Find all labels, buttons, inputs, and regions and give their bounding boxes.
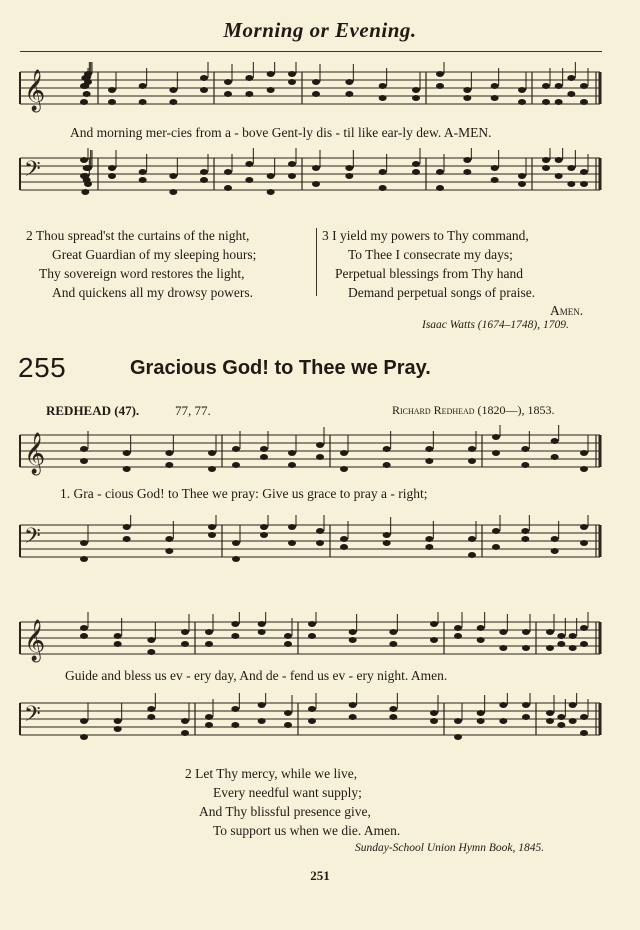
note-head bbox=[463, 157, 471, 163]
note-head bbox=[569, 718, 577, 724]
composer-credit: Richard Redhead (1820—), 1853. bbox=[392, 403, 555, 417]
note-head bbox=[567, 181, 575, 187]
note-head bbox=[312, 181, 320, 187]
note-head bbox=[567, 91, 575, 97]
note-head bbox=[412, 95, 420, 101]
bass-clef: 𝄢 bbox=[24, 524, 41, 554]
note-head bbox=[80, 540, 88, 546]
note-head bbox=[436, 169, 444, 175]
note-head bbox=[555, 157, 563, 163]
lyric-line-2: Guide and bless us ev - ery day, And de - fend us ev - ery night. Amen. bbox=[65, 668, 448, 683]
note-head bbox=[569, 645, 577, 651]
note-head bbox=[580, 714, 588, 720]
note-head bbox=[231, 706, 239, 712]
note-head bbox=[83, 91, 91, 97]
note-head bbox=[260, 454, 268, 460]
note-head bbox=[267, 173, 275, 179]
note-head bbox=[340, 544, 348, 550]
note-head bbox=[208, 524, 216, 530]
note-head bbox=[165, 450, 173, 456]
note-head bbox=[491, 83, 499, 89]
note-head bbox=[139, 83, 147, 89]
note-head bbox=[383, 540, 391, 546]
note-head bbox=[267, 189, 275, 195]
note-head bbox=[569, 633, 577, 639]
note-head bbox=[284, 722, 292, 728]
note-head bbox=[454, 718, 462, 724]
note-head bbox=[232, 540, 240, 546]
note-head bbox=[200, 75, 208, 81]
note-head bbox=[84, 181, 92, 187]
note-head bbox=[580, 83, 588, 89]
note-head bbox=[580, 730, 588, 736]
note-head bbox=[522, 702, 530, 708]
note-head bbox=[181, 730, 189, 736]
verse-line: Great Guardian of my sleeping hours; bbox=[52, 247, 257, 262]
note-head bbox=[267, 71, 275, 77]
note-head bbox=[224, 79, 232, 85]
note-head bbox=[580, 625, 588, 631]
note-head bbox=[468, 536, 476, 542]
note-head bbox=[477, 625, 485, 631]
verse-line: Perpetual blessings from Thy hand bbox=[335, 266, 523, 281]
note-head bbox=[425, 544, 433, 550]
note-head bbox=[477, 710, 485, 716]
note-head bbox=[454, 625, 462, 631]
music-system-2-treble bbox=[0, 425, 640, 485]
note-head bbox=[580, 181, 588, 187]
note-head bbox=[232, 462, 240, 468]
note-head bbox=[349, 702, 357, 708]
note-head bbox=[542, 157, 550, 163]
note-head bbox=[463, 95, 471, 101]
note-head bbox=[492, 544, 500, 550]
note-head bbox=[245, 177, 253, 183]
lyric-line-1: 1. Gra - cious God! to Thee we pray: Give us grace to pray a - right; bbox=[60, 486, 428, 501]
note-head bbox=[492, 450, 500, 456]
note-head bbox=[165, 462, 173, 468]
note-head bbox=[80, 157, 88, 163]
verse-2-top bbox=[26, 226, 256, 302]
music-system-2-bass bbox=[0, 515, 640, 585]
note-head bbox=[205, 714, 213, 720]
note-head bbox=[491, 95, 499, 101]
note-head bbox=[521, 536, 529, 542]
note-head bbox=[81, 189, 89, 195]
note-head bbox=[425, 536, 433, 542]
note-head bbox=[546, 710, 554, 716]
note-head bbox=[200, 87, 208, 93]
lyric-line-top: And morning mer-cies from a - bove Gent-ly dis - til like ear-ly dew. A-MEN. bbox=[70, 125, 492, 140]
verse-line: Thy sovereign word restores the light, bbox=[39, 266, 245, 281]
note-head bbox=[551, 438, 559, 444]
note-head bbox=[454, 734, 462, 740]
verse-line: 2 Let Thy mercy, while we live, bbox=[185, 766, 358, 781]
note-head bbox=[260, 532, 268, 538]
note-head bbox=[80, 458, 88, 464]
note-head bbox=[232, 556, 240, 562]
note-head bbox=[463, 169, 471, 175]
note-head bbox=[463, 87, 471, 93]
note-head bbox=[232, 446, 240, 452]
note-head bbox=[412, 161, 420, 167]
note-head bbox=[389, 706, 397, 712]
note-head bbox=[436, 83, 444, 89]
treble-clef: 𝄞 bbox=[24, 70, 46, 111]
note-head bbox=[208, 466, 216, 472]
note-head bbox=[340, 466, 348, 472]
note-head bbox=[205, 722, 213, 728]
note-head bbox=[477, 637, 485, 643]
verse-line: And quickens all my drowsy powers. bbox=[52, 285, 253, 300]
note-head bbox=[316, 442, 324, 448]
note-head bbox=[316, 454, 324, 460]
verse-line: Demand perpetual songs of praise. bbox=[348, 285, 536, 300]
note-head bbox=[165, 536, 173, 542]
note-head bbox=[169, 189, 177, 195]
note-head bbox=[288, 71, 296, 77]
note-head bbox=[567, 165, 575, 171]
note-head bbox=[340, 450, 348, 456]
amen-text: Amen. bbox=[550, 303, 584, 318]
note-head bbox=[123, 524, 131, 530]
bass-clef: 𝄢 bbox=[24, 702, 41, 732]
note-head bbox=[231, 621, 239, 627]
note-head bbox=[430, 718, 438, 724]
note-head bbox=[260, 524, 268, 530]
note-head bbox=[181, 718, 189, 724]
note-head bbox=[518, 181, 526, 187]
note-head bbox=[181, 641, 189, 647]
note-head bbox=[114, 633, 122, 639]
note-head bbox=[316, 528, 324, 534]
tune-name: REDHEAD (47). bbox=[46, 403, 140, 418]
music-system-3-treble bbox=[0, 612, 640, 670]
note-head bbox=[379, 95, 387, 101]
note-head bbox=[288, 450, 296, 456]
note-head bbox=[340, 536, 348, 542]
note-head bbox=[468, 552, 476, 558]
note-head bbox=[123, 536, 131, 542]
note-head bbox=[389, 641, 397, 647]
verse-line: 3 I yield my powers to Thy command, bbox=[322, 228, 529, 243]
verse-2-main bbox=[185, 764, 400, 840]
music-system-top-treble bbox=[0, 62, 640, 122]
note-head bbox=[521, 462, 529, 468]
note-head bbox=[80, 734, 88, 740]
note-head bbox=[114, 641, 122, 647]
note-head bbox=[551, 536, 559, 542]
treble-clef: 𝄞 bbox=[24, 433, 46, 474]
note-head bbox=[312, 79, 320, 85]
note-head bbox=[258, 718, 266, 724]
note-head bbox=[231, 722, 239, 728]
note-head bbox=[123, 466, 131, 472]
note-head bbox=[499, 702, 507, 708]
note-head bbox=[522, 629, 530, 635]
note-head bbox=[258, 702, 266, 708]
note-head bbox=[492, 528, 500, 534]
note-head bbox=[288, 462, 296, 468]
note-head bbox=[349, 637, 357, 643]
music-system-3-bass bbox=[0, 693, 640, 763]
note-head bbox=[288, 173, 296, 179]
music-system-top-bass bbox=[0, 148, 640, 208]
note-head bbox=[284, 633, 292, 639]
page-number: 251 bbox=[310, 868, 330, 883]
note-head bbox=[425, 446, 433, 452]
note-head bbox=[383, 532, 391, 538]
note-head bbox=[200, 169, 208, 175]
note-head bbox=[284, 641, 292, 647]
note-head bbox=[205, 629, 213, 635]
note-head bbox=[224, 169, 232, 175]
note-head bbox=[430, 710, 438, 716]
note-head bbox=[542, 83, 550, 89]
note-head bbox=[245, 91, 253, 97]
note-head bbox=[555, 99, 563, 105]
note-head bbox=[349, 629, 357, 635]
note-head bbox=[379, 169, 387, 175]
verse-line: Every needful want supply; bbox=[213, 785, 362, 800]
note-head bbox=[580, 169, 588, 175]
note-head bbox=[169, 87, 177, 93]
note-head bbox=[389, 629, 397, 635]
note-head bbox=[169, 173, 177, 179]
note-head bbox=[425, 458, 433, 464]
note-head bbox=[200, 177, 208, 183]
note-head bbox=[345, 91, 353, 97]
note-head bbox=[518, 173, 526, 179]
note-head bbox=[308, 621, 316, 627]
note-head bbox=[430, 637, 438, 643]
note-head bbox=[123, 450, 131, 456]
bass-clef: 𝄢 bbox=[24, 157, 41, 187]
header-rule bbox=[20, 51, 602, 52]
note-head bbox=[491, 165, 499, 171]
hymn-title: Gracious God! to Thee we Pray. bbox=[130, 357, 431, 379]
note-head bbox=[84, 71, 92, 77]
note-head bbox=[308, 718, 316, 724]
note-head bbox=[580, 466, 588, 472]
note-head bbox=[288, 161, 296, 167]
note-head bbox=[580, 99, 588, 105]
note-head bbox=[546, 718, 554, 724]
note-head bbox=[345, 79, 353, 85]
page-header-title: Morning or Evening. bbox=[223, 18, 417, 42]
note-head bbox=[379, 83, 387, 89]
note-head bbox=[468, 446, 476, 452]
note-head bbox=[80, 99, 88, 105]
note-head bbox=[308, 633, 316, 639]
note-head bbox=[499, 645, 507, 651]
note-head bbox=[499, 629, 507, 635]
note-head bbox=[108, 87, 116, 93]
treble-clef: 𝄞 bbox=[24, 620, 46, 661]
note-head bbox=[521, 528, 529, 534]
note-head bbox=[108, 99, 116, 105]
note-head bbox=[383, 446, 391, 452]
verse-divider bbox=[316, 228, 317, 296]
note-head bbox=[312, 165, 320, 171]
note-head bbox=[312, 91, 320, 97]
note-head bbox=[518, 87, 526, 93]
note-head bbox=[546, 629, 554, 635]
author-credit-main: Sunday-School Union Hymn Book, 1845. bbox=[355, 842, 545, 854]
note-head bbox=[521, 446, 529, 452]
note-head bbox=[345, 165, 353, 171]
note-head bbox=[492, 434, 500, 440]
note-head bbox=[557, 633, 565, 639]
note-head bbox=[147, 714, 155, 720]
note-head bbox=[557, 722, 565, 728]
note-head bbox=[383, 462, 391, 468]
note-head bbox=[169, 99, 177, 105]
note-head bbox=[412, 169, 420, 175]
note-head bbox=[580, 524, 588, 530]
note-head bbox=[316, 540, 324, 546]
note-head bbox=[80, 556, 88, 562]
note-head bbox=[288, 79, 296, 85]
verse-3-top bbox=[322, 226, 535, 302]
note-head bbox=[389, 714, 397, 720]
author-credit-top: Isaac Watts (1674–1748), 1709. bbox=[422, 319, 569, 331]
note-head bbox=[454, 633, 462, 639]
note-head bbox=[551, 548, 559, 554]
note-head bbox=[580, 540, 588, 546]
note-head bbox=[147, 649, 155, 655]
note-head bbox=[546, 645, 554, 651]
note-head bbox=[551, 454, 559, 460]
note-head bbox=[284, 710, 292, 716]
note-head bbox=[108, 165, 116, 171]
note-head bbox=[258, 629, 266, 635]
note-head bbox=[147, 706, 155, 712]
note-head bbox=[518, 99, 526, 105]
note-head bbox=[80, 633, 88, 639]
note-head bbox=[139, 177, 147, 183]
note-head bbox=[139, 99, 147, 105]
note-head bbox=[580, 641, 588, 647]
note-head bbox=[308, 706, 316, 712]
note-head bbox=[436, 71, 444, 77]
note-head bbox=[267, 87, 275, 93]
note-head bbox=[522, 714, 530, 720]
note-head bbox=[542, 165, 550, 171]
verse-line: And Thy blissful presence give, bbox=[199, 804, 371, 819]
note-head bbox=[258, 621, 266, 627]
note-head bbox=[80, 446, 88, 452]
note-head bbox=[491, 177, 499, 183]
note-head bbox=[108, 173, 116, 179]
note-head bbox=[165, 548, 173, 554]
note-head bbox=[80, 718, 88, 724]
note-head bbox=[288, 524, 296, 530]
note-head bbox=[499, 718, 507, 724]
note-head bbox=[477, 718, 485, 724]
note-head bbox=[147, 637, 155, 643]
note-head bbox=[522, 645, 530, 651]
note-head bbox=[260, 446, 268, 452]
note-head bbox=[567, 75, 575, 81]
note-head bbox=[430, 621, 438, 627]
note-head bbox=[139, 169, 147, 175]
note-head bbox=[245, 161, 253, 167]
note-head bbox=[468, 458, 476, 464]
note-head bbox=[436, 185, 444, 191]
note-head bbox=[224, 185, 232, 191]
note-head bbox=[379, 185, 387, 191]
note-head bbox=[84, 165, 92, 171]
note-head bbox=[224, 91, 232, 97]
note-head bbox=[412, 87, 420, 93]
note-head bbox=[84, 79, 92, 85]
note-head bbox=[557, 714, 565, 720]
note-head bbox=[80, 625, 88, 631]
verse-line: To Thee I consecrate my days; bbox=[348, 247, 513, 262]
note-head bbox=[231, 633, 239, 639]
note-head bbox=[345, 173, 353, 179]
verse-line: 2 Thou spread'st the curtains of the night, bbox=[26, 228, 250, 243]
note-head bbox=[208, 450, 216, 456]
hymn-number: 255 bbox=[18, 352, 67, 383]
note-head bbox=[349, 714, 357, 720]
note-head bbox=[288, 540, 296, 546]
verse-line: To support us when we die. Amen. bbox=[213, 823, 401, 838]
note-head bbox=[114, 726, 122, 732]
note-head bbox=[555, 83, 563, 89]
note-head bbox=[181, 629, 189, 635]
note-head bbox=[542, 99, 550, 105]
note-head bbox=[205, 641, 213, 647]
meter: 77, 77. bbox=[175, 403, 211, 418]
note-head bbox=[569, 702, 577, 708]
note-head bbox=[555, 173, 563, 179]
note-head bbox=[208, 532, 216, 538]
note-head bbox=[114, 718, 122, 724]
note-head bbox=[557, 641, 565, 647]
note-head bbox=[245, 75, 253, 81]
note-head bbox=[580, 450, 588, 456]
